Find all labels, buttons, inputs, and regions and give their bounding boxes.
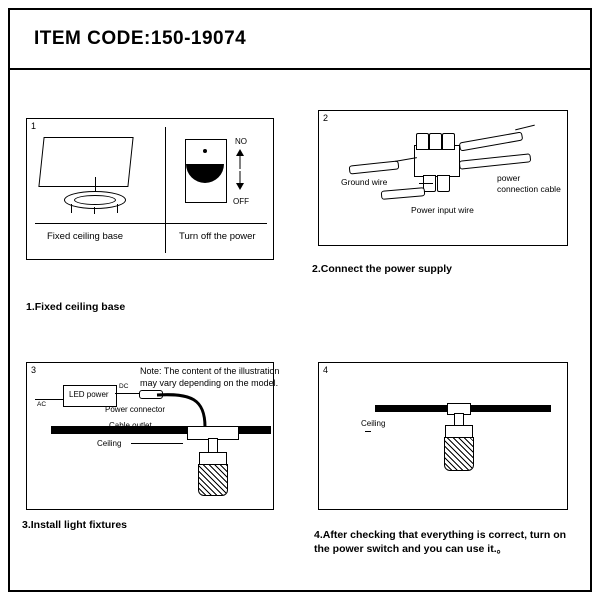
panel-1-inner-rule [35, 223, 267, 224]
label-ac: AC [37, 401, 47, 408]
step-3-number: 3 [31, 365, 37, 375]
cable-lead-1 [515, 125, 535, 131]
label-ceiling-3: Ceiling [97, 439, 122, 448]
step-3-caption: 3.Install light fixtures [22, 519, 128, 531]
label-power-connection-cable: power connection cable [497, 173, 561, 194]
switch-label-off: OFF [233, 197, 249, 206]
step-1-panel [26, 118, 274, 260]
step-2-panel [318, 110, 568, 246]
terminal-lever-3 [442, 133, 455, 150]
step-4-number: 4 [323, 365, 329, 375]
screw-left [71, 204, 72, 213]
illustration-note: Note: The content of the illustration may vary depending on the model. [140, 366, 280, 388]
power-connection-cable-1 [459, 132, 524, 152]
label-led-power: LED power [69, 390, 109, 399]
switch-direction-arrows [233, 147, 255, 197]
fixture-shade-4 [444, 437, 474, 471]
label-dc: DC [119, 383, 129, 390]
terminal-lever-2 [429, 133, 442, 150]
ac-input-wire [35, 399, 63, 400]
label-power-input-wire: Power input wire [411, 205, 474, 215]
page-title: ITEM CODE:150-19074 [34, 28, 247, 49]
dc-output-wire [115, 393, 141, 394]
label-ground-wire: Ground wire [341, 177, 388, 187]
step-1-number: 1 [31, 121, 37, 131]
title-bar [10, 10, 590, 70]
panel-1-divider [165, 127, 166, 253]
wall-switch-dot [203, 149, 207, 153]
label-ceiling-4: Ceiling [361, 419, 386, 428]
step-2-number: 2 [323, 113, 329, 123]
power-input-wire-lead [419, 183, 433, 184]
ceiling-leader-line-4 [365, 431, 371, 432]
fixture-shade [198, 464, 228, 496]
power-input-wire [381, 187, 426, 200]
terminal-lever-5 [437, 175, 450, 192]
switch-label-no: NO [235, 137, 247, 146]
ground-wire [349, 160, 400, 174]
step-1-sublabel-power: Turn off the power [179, 231, 256, 242]
terminal-lever-1 [416, 133, 429, 150]
screw-right [117, 204, 118, 213]
step-2-caption: 2.Connect the power supply [312, 263, 453, 275]
screw-line [95, 177, 96, 191]
screw-center [94, 207, 95, 214]
step-1-sublabel-base: Fixed ceiling base [47, 231, 124, 242]
label-power-connector: Power connector [105, 405, 166, 414]
power-connection-cable-2 [459, 153, 532, 169]
step-4-panel [318, 362, 568, 510]
step-1-caption: 1.Fixed ceiling base [26, 301, 126, 313]
ceiling-leader-line-3 [131, 443, 183, 444]
step-4-caption: 4.After checking that everything is correct, turn on the power switch and you can use it.。 [314, 529, 567, 556]
ceiling-base-ring-inner [74, 195, 116, 205]
ceiling-plate-illustration [38, 137, 133, 187]
